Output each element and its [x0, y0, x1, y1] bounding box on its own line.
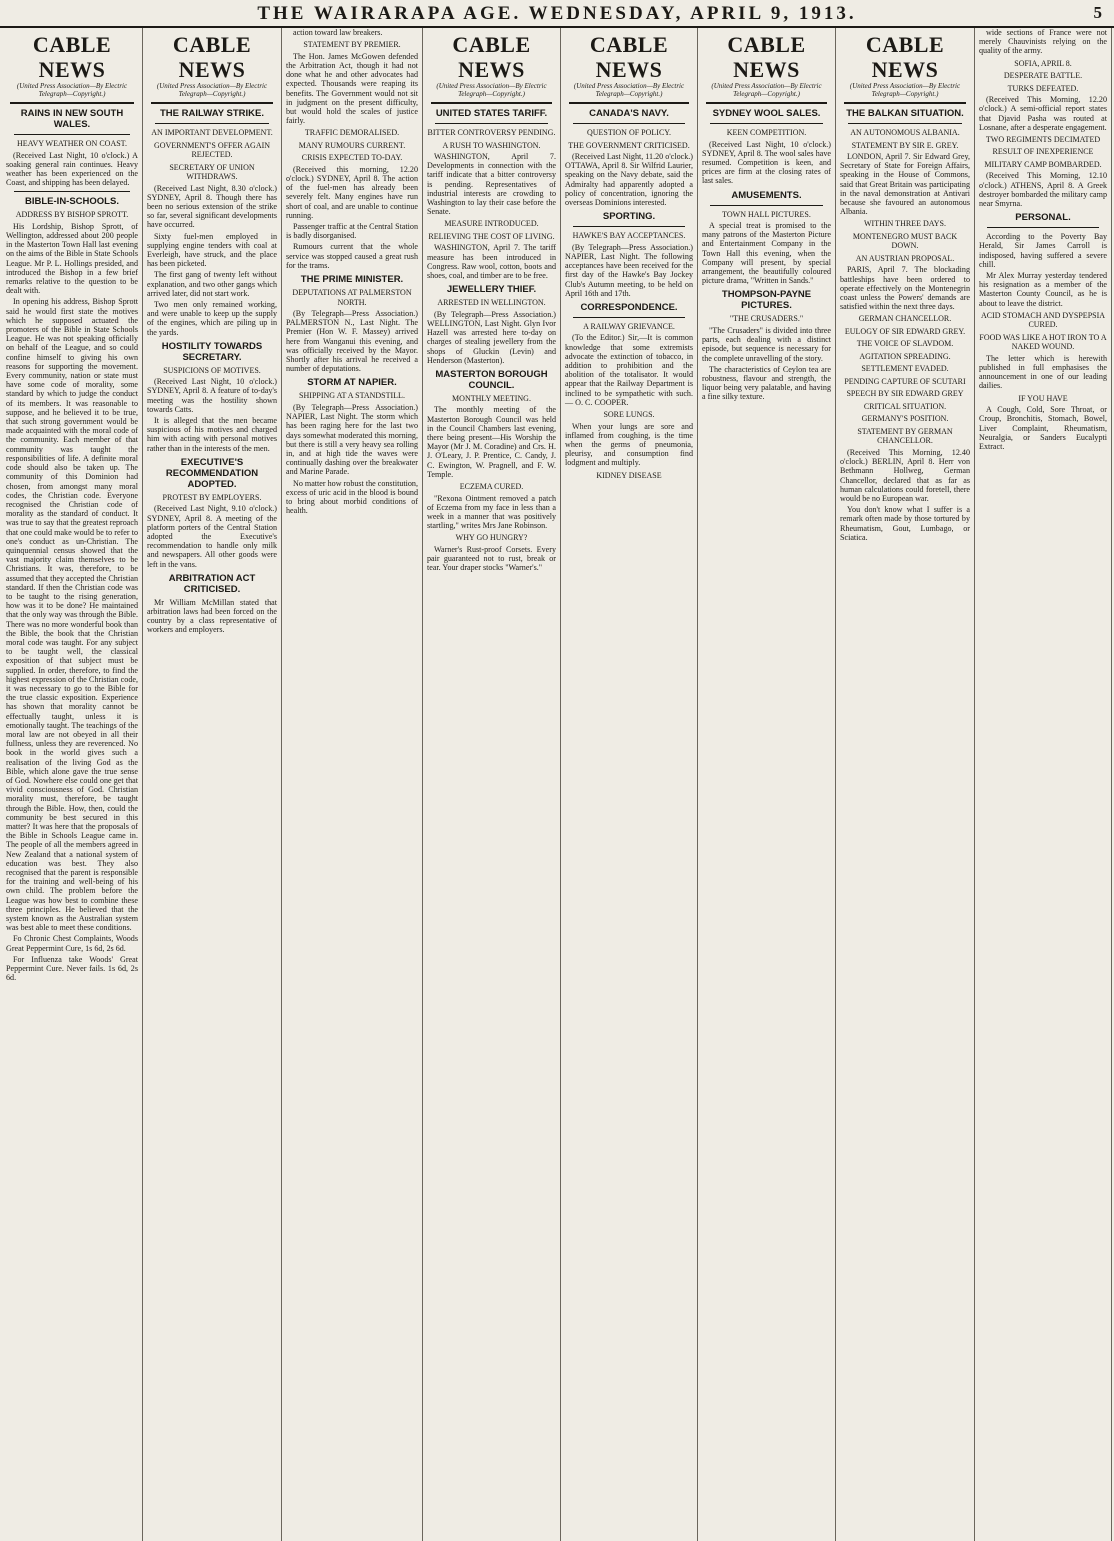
column-4	[423, 28, 561, 1541]
article-subhead: ACID STOMACH AND DYSPEPSIA CURED.	[980, 310, 1106, 330]
page-number: 5	[1093, 3, 1102, 22]
article-subhead: KIDNEY DISEASE	[596, 470, 662, 480]
article-headline: CORRESPONDENCE.	[580, 301, 678, 313]
article-headline: HOSTILITY TOWARDS SECRETARY.	[161, 340, 263, 363]
header-rule	[569, 102, 689, 104]
article-paragraph: According to the Poverty Bay Herald, Sir James Carroll is indisposed, having suffered a severe chill.	[979, 232, 1107, 269]
article-paragraph: Mr William McMillan stated that arbitration laws had been forced on the country by a class representative of workers and employers.	[147, 597, 277, 635]
article-subhead: MONTHLY MEETING.	[452, 393, 531, 403]
article-headline: THE RAILWAY STRIKE.	[160, 108, 264, 119]
divider-rule	[14, 134, 130, 135]
article-paragraph: Warner's Rust-proof Corsets. Every pair guaranteed not to rust, break or tear. Your draper stocks "Warner's."	[427, 544, 556, 573]
article-subhead: DESPERATE BATTLE.	[1003, 71, 1083, 81]
article-subhead: IF YOU HAVE	[1018, 393, 1068, 403]
article-paragraph: His Lordship, Bishop Sprott, of Wellington, addressed about 200 people in the Masterton Town Hall last evening on the aims of the Bible in State Schools League. Mr P. L. Hollings presided, and introduced the Bishop in a few brief remarks relative to the question to be dealt with.	[6, 221, 138, 296]
divider-rule	[155, 123, 269, 124]
article-paragraph: (Received This Morning, 12.10 o'clock.) ATHENS, April 8. A Greek destroyer bombarded the military camp near Smyrna.	[979, 171, 1107, 209]
article-paragraph: WASHINGTON, April 7. Developments in connection with the tariff indicate that a bitter controversy is pending. Representatives of industrial interests are crowding to Washington to lay their case before the Senate.	[427, 152, 556, 217]
article-subhead: GERMANY'S POSITION.	[861, 414, 949, 424]
article-subhead: SUSPICIONS OF MOTIVES.	[163, 365, 261, 375]
article-headline: THOMPSON-PAYNE PICTURES.	[721, 289, 812, 312]
article-paragraph: Passenger traffic at the Central Station is badly disorganised.	[286, 222, 418, 241]
divider-rule	[710, 123, 823, 124]
article-subhead: THE GOVERNMENT CRITICISED.	[568, 140, 690, 150]
article-paragraph: The first gang of twenty left without explanation, and two other gangs which arrived later, did not start work.	[147, 270, 277, 298]
wire-credit: (United Press Association—By Electric Telegraph—Copyright.)	[156, 82, 268, 98]
article-subhead: CRISIS EXPECTED TO-DAY.	[301, 153, 403, 163]
column-8	[975, 28, 1112, 1541]
article-headline: ARBITRATION ACT CRITICISED.	[168, 572, 256, 595]
article-headline: THE BALKAN SITUATION.	[846, 108, 964, 119]
article-paragraph: A Cough, Cold, Sore Throat, or Croup, Bronchitis, Stomach, Bowel, Liver Complaint, Rheumatism, Neuralgia, or Sanders Eucalypti Extract.	[979, 405, 1107, 451]
article-headline: STORM AT NAPIER.	[307, 377, 397, 389]
column-2	[143, 28, 282, 1541]
article-subhead: SOFIA, APRIL 8.	[1014, 58, 1072, 68]
article-paragraph: For Influenza take Woods' Great Peppermint Cure. Never fails. 1s 6d, 2s 6d.	[6, 954, 138, 983]
article-paragraph: LONDON, April 7. Sir Edward Grey, Secretary of State for Foreign Affairs, speaking in the House of Commons, said that Great Britain was participating in the naval demonstration at Antivari because she favoured an autonomous Albania.	[840, 152, 970, 217]
article-paragraph: The characteristics of Ceylon tea are robustness, flavour and strength, the liquor being very palatable, and having a fine silky texture.	[702, 364, 831, 402]
article-subhead: EULOGY OF SIR EDWARD GREY.	[844, 326, 966, 336]
article-subhead: CRITICAL SITUATION.	[863, 401, 947, 411]
wire-credit: (United Press Association—By Electric Telegraph—Copyright.)	[436, 82, 547, 98]
column-7	[836, 28, 975, 1541]
article-paragraph: Rumours current that the whole service was stopped caused a great rush for the trams.	[286, 242, 418, 270]
article-paragraph: Sixty fuel-men employed in supplying engine tenders with coal at Everleigh, have struck, and the place has been picketed.	[147, 231, 277, 269]
article-headline: EXECUTIVE'S RECOMMENDATION ADOPTED.	[165, 456, 259, 490]
article-paragraph: PARIS, April 7. The blockading battleships have been ordered to operate effectively on the Montenegrin coast unless the Powers' demands are satisfied within the next three days.	[840, 265, 970, 312]
article-paragraph: Two men only remained working, and were unable to keep up the supply of the engines, which are piling up in the yards.	[147, 299, 277, 337]
article-subhead: QUESTION OF POLICY.	[586, 128, 672, 137]
article-subhead: HAWKE'S BAY ACCEPTANCES.	[572, 231, 686, 241]
article-subhead: SORE LUNGS.	[603, 410, 655, 420]
article-subhead: GERMAN CHANCELLOR.	[858, 314, 952, 324]
article-subhead: MONTENEGRO MUST BACK DOWN.	[852, 231, 958, 251]
article-subhead: AN AUSTRIAN PROPOSAL.	[855, 253, 955, 263]
article-subhead: STATEMENT BY SIR E. GREY.	[851, 140, 959, 150]
article-headline: CANADA'S NAVY.	[589, 108, 669, 119]
article-paragraph: (Received Last Night, 10 o'clock.) SYDNEY, April 8. A feature of to-day's meeting was the hostility shown towards Catts.	[147, 377, 277, 414]
article-paragraph: (To the Editor.) Sir,—It is common knowledge that some extremists advocate the extinction of tobacco, in addition to prohibition and the abolition of the totalisator. It would appear that the Railway Department is inclined to be sympathetic with such. — O. C. COOPER.	[565, 333, 693, 407]
article-paragraph: wide sections of France were not merely Chauvinists relying on the quality of the army.	[979, 28, 1107, 56]
article-headline: RAINS IN NEW SOUTH WALES.	[20, 108, 124, 130]
wire-credit: (United Press Association—By Electric Telegraph—Copyright.)	[573, 82, 685, 98]
article-headline: SYDNEY WOOL SALES.	[712, 108, 821, 119]
article-paragraph: A special treat is promised to the many patrons of the Masterton Picture and Entertainment Company in the Town Hall this evening, when the Company will present, by special arrangement, the beautifully coloured picture drama, "Written in Sands."	[702, 221, 831, 286]
article-paragraph: (By Telegraph—Press Association.) PALMERSTON N., Last Night. The Premier (Hon W. F. Massey) arrived here from Wanganui this evening, and was officially received by the Mayor. Shortly after his arrival he received a number of deputations.	[286, 309, 418, 374]
columns-area	[0, 28, 1114, 1541]
article-paragraph: (Received Last Night, 9.10 o'clock.) SYDNEY, April 8. A meeting of the platform porters of the Central Station adopted the Executive's recommendation to handle only milk and newspapers. All other goods were left in the vans.	[147, 504, 277, 569]
article-paragraph: (Received Last Night, 11.20 o'clock.) OTTAWA, April 8. Sir Wilfrid Laurier, speaking on the Navy debate, said the Admiralty had apparently adopted a policy of concentration, ignoring the overseas Dominions interested.	[565, 152, 693, 208]
article-paragraph: WASHINGTON, April 7. The tariff measure has been introduced in Congress. Raw wool, cotton, boots and shoes, coal, and timber are to be free.	[427, 243, 556, 281]
article-subhead: TOWN HALL PICTURES.	[722, 209, 811, 219]
article-paragraph: (By Telegraph—Press Association.) WELLINGTON, Last Night. Glyn Ivor Hazell was arrested here to-day on charges of stealing jewellery from the shops of Gluckin (Levin) and Henderson (Masterton).	[427, 309, 556, 365]
article-subhead: KEEN COMPETITION.	[726, 128, 807, 137]
article-subhead: ECZEMA CURED.	[459, 482, 524, 492]
article-headline: SPORTING.	[602, 211, 656, 223]
article-subhead: AN IMPORTANT DEVELOPMENT.	[151, 128, 273, 137]
article-subhead: WITHIN THREE DAYS.	[864, 219, 946, 229]
article-paragraph: (Received Last Night, 10 o'clock.) SYDNEY, April 8. The wool sales have resumed. Competition is keen, and prices are firm at the closing rates of last sales.	[702, 139, 831, 186]
article-subhead: SHIPPING AT A STANDSTILL.	[299, 391, 405, 401]
divider-rule	[14, 191, 130, 192]
column-3	[282, 28, 423, 1541]
divider-rule	[710, 205, 823, 206]
section-header: CABLE NEWS	[32, 32, 112, 82]
article-subhead: SPEECH BY SIR EDWARD GREY	[846, 389, 964, 399]
divider-rule	[573, 317, 685, 318]
article-subhead: AN AUTONOMOUS ALBANIA.	[850, 128, 960, 137]
article-paragraph: (Received Last Night, 8.30 o'clock.) SYDNEY, April 8. Though there has been no serious extension of the strike so far, several significant developments have occurred.	[147, 183, 277, 230]
article-subhead: SECRETARY OF UNION WITHDRAWS.	[169, 162, 255, 181]
section-header: CABLE NEWS	[172, 32, 252, 82]
section-header: CABLE NEWS	[727, 32, 806, 82]
article-subhead: A RAILWAY GRIEVANCE.	[583, 321, 675, 331]
article-subhead: DEPUTATIONS AT PALMERSTON NORTH.	[292, 288, 412, 307]
header-rule	[706, 102, 827, 104]
article-paragraph: When your lungs are sore and inflamed from coughing, is the time when the germs of pneumonia, pleurisy, and consumption find lodgment and multiply.	[565, 421, 693, 468]
article-paragraph: The Hon. James McGowen defended the Arbitration Act, though it had not done what he and other advocates had expected. Thousands were reaping its benefits. The Government would not sit in judgment on the present difficulty, but would hold the scales of justice fairly.	[286, 51, 418, 126]
article-subhead: RELIEVING THE COST OF LIVING.	[428, 231, 555, 241]
article-headline: JEWELLERY THIEF.	[446, 284, 537, 296]
article-paragraph: (Received This Morning, 12.20 o'clock.) A semi-official report states that Djavid Pasha was routed at Losnane, after a desperate engagement.	[979, 95, 1107, 132]
masthead	[0, 0, 1114, 28]
column-1	[2, 28, 143, 1541]
masthead-title: THE WAIRARAPA AGE. WEDNESDAY, APRIL 9, 1913.	[257, 3, 857, 24]
article-headline: PERSONAL.	[1015, 212, 1071, 224]
divider-rule	[573, 123, 685, 124]
article-headline: BIBLE-IN-SCHOOLS.	[25, 196, 119, 208]
article-subhead: TWO REGIMENTS DECIMATED	[985, 134, 1101, 144]
article-paragraph: Fo Chronic Chest Complaints, Woods Great Peppermint Cure, 1s 6d, 2s 6d.	[6, 934, 138, 953]
divider-rule	[848, 123, 962, 124]
article-subhead: PROTEST BY EMPLOYERS.	[162, 492, 262, 502]
divider-rule	[987, 227, 1099, 228]
article-subhead: "THE CRUSADERS."	[729, 314, 804, 324]
article-subhead: FOOD WAS LIKE A HOT IRON TO A NAKED WOUND.	[979, 332, 1107, 352]
wire-credit: (United Press Association—By Electric Telegraph—Copyright.)	[849, 82, 961, 98]
article-paragraph: It is alleged that the men became suspicious of his motives and charged him with acting with personal motives rather than in the interests of the men.	[147, 416, 277, 453]
article-paragraph: You don't know what I suffer is a remark often made by those tortured by Rheumatism, Gout, Lumbago, or Sciatica.	[840, 505, 970, 542]
article-subhead: BITTER CONTROVERSY PENDING.	[427, 128, 556, 137]
article-headline: UNITED STATES TARIFF.	[435, 108, 548, 119]
section-header: CABLE NEWS	[865, 32, 945, 82]
wire-credit: (United Press Association—By Electric Telegraph—Copyright.)	[711, 82, 822, 98]
header-rule	[431, 102, 552, 104]
article-subhead: RESULT OF INEXPERIENCE	[992, 147, 1094, 157]
article-headline: MASTERTON BOROUGH COUNCIL.	[435, 368, 548, 391]
article-paragraph: (Received this morning, 12.20 o'clock.) SYDNEY, April 8. The action of the fuel-men has already been severely felt. Many engines have run short of coal, and are unable to continue running.	[286, 164, 418, 220]
article-subhead: SETTLEMENT EVADED.	[861, 364, 949, 374]
article-subhead: TRAFFIC DEMORALISED.	[304, 128, 400, 138]
article-subhead: MEASURE INTRODUCED.	[444, 219, 539, 229]
article-paragraph: action toward law breakers.	[293, 28, 383, 37]
article-paragraph: No matter how robust the constitution, excess of uric acid in the blood is bound to bring about morbid conditions of health.	[286, 478, 418, 516]
article-paragraph: (By Telegraph—Press Association.) NAPIER, Last Night. The storm which has been raging here for the last two days somewhat moderated this morning, but there is still a very heavy sea rolling in, and at high tide the waves were continually dashing over the breakwater and Marine Parade.	[286, 402, 418, 477]
article-subhead: A RUSH TO WASHINGTON.	[442, 140, 541, 150]
article-paragraph: Mr Alex Murray yesterday tendered his resignation as a member of the Masterton County Council, as he is about to leave the district.	[979, 271, 1107, 308]
article-subhead: MANY RUMOURS CURRENT.	[298, 140, 406, 150]
section-header: CABLE NEWS	[589, 32, 669, 82]
article-subhead: THE VOICE OF SLAVDOM.	[856, 339, 954, 349]
article-subhead: STATEMENT BY GERMAN CHANCELLOR.	[857, 426, 953, 446]
article-subhead: WHY GO HUNGRY?	[455, 533, 528, 543]
article-headline: THE PRIME MINISTER.	[300, 274, 404, 286]
article-subhead: TURKS DEFEATED.	[1007, 83, 1079, 93]
divider-rule	[573, 226, 685, 227]
article-paragraph: The monthly meeting of the Masterton Borough Council was held in the Council Chambers last evening, there being present—His Worship the Mayor (Mr J. M. Coradine) and Crs. H. J. O'Leary, J. P. Prentice, C. Candy, J. C. Ewington, W. Pragnell, and F. W. Temple.	[427, 405, 556, 479]
column-6	[698, 28, 836, 1541]
article-subhead: GOVERNMENT'S OFFER AGAIN REJECTED.	[153, 140, 271, 159]
article-paragraph: "The Crusaders" is divided into three parts, each dealing with a distinct episode, but sequence is necessary for the complete unravelling of the story.	[702, 325, 831, 363]
header-rule	[151, 102, 273, 104]
header-rule	[844, 102, 966, 104]
article-paragraph: (Received This Morning, 12.40 o'clock.) BERLIN, April 8. Herr von Bethmann Hollweg, German Chancellor, declared that as far as human calculations could foretell, there would be no European war.	[840, 447, 970, 503]
article-subhead: ADDRESS BY BISHOP SPROTT.	[15, 210, 129, 220]
article-subhead: PENDING CAPTURE OF SCUTARI	[844, 376, 966, 386]
wire-credit: (United Press Association—By Electric Telegraph—Copyright.)	[16, 82, 128, 98]
article-paragraph: "Rexona Ointment removed a patch of Eczema from my face in less than a week in a manner that was positively startling," writes Mrs Jane Robinson.	[427, 493, 556, 531]
article-headline: AMUSEMENTS.	[731, 189, 802, 201]
article-paragraph: (By Telegraph—Press Association.) NAPIER, Last Night. The following acceptances have been received for the first day of the Hawke's Bay Jockey Club's Autumn meeting, to be held on April 16th and 17th.	[565, 242, 693, 298]
article-subhead: AGITATION SPREADING.	[859, 351, 951, 361]
section-header: CABLE NEWS	[452, 32, 531, 82]
article-paragraph: In opening his address, Bishop Sprott said he would first state the motives which he supposed actuated the promoters of the Bible in State Schools League. He was not speaking officially on behalf of the League, and so could confine himself to giving his own reasons for supporting the movement. Every community, nation or state must have some code of morality, some standard by which to judge the conduct of its members. It was reasonable to suppose, and he believed it to be true, that such strong government would be made acquainted with the moral code of the community. Each member of that community was taught the responsibilities of life. A definite moral code should also be taken up. The community of this Dominion had chosen, from amongst many moral codes, the Christian code. Everyone recognised the Christian code of morality as the standard of conduct. It was true to say that the greatest reproach that one could make would be to refer to one's conduct as un-Christian. The quinquennial census showed that the vast majority claim themselves to be Christians. It was, therefore, to be assumed that they accepted the Christian standard. If then the Christian code was to be taught to the rising generation, how was it to be done? He maintained that the only way was through the Bible. There was no more wonderful book than the Bible, the book that the Christian moral code was taught. For any subject to be taught well, the classical exposition of that subject must be supplied. In order, therefore, to find the highest expression of the Christian code, it was necessary to go to the Bible for the true classic exposition. Experience has shown that morality cannot be effectually taught, unless it is emotionally taught. The teachings of the moral law are not obeyed in all their fullness, unless they are reverenced. No book in the world gives such a realisation of the living God as the Bible, which alone gave the true sense of God. Nowhere else could one get that vivid consciousness of God. Christian morality must, therefore, be taught through the Bible. How, then, could the community be best secured in this matter? It was here that the proposals of the Bible in Schools League came in. The people of all the members agreed in New Zealand that a national system of education was best. They also recognised that the parent is responsible for the training and well-being of his own child. The problem before the League was how best to combine these three principles. He believed that the system known as the Australian system was best able to meet these conditions.	[6, 297, 138, 933]
article-subhead: STATEMENT BY PREMIER.	[303, 40, 401, 50]
article-subhead: HEAVY WEATHER ON COAST.	[17, 139, 127, 148]
article-paragraph: The letter which is herewith published in full emphasises the announcement in one of our leading dailies.	[979, 353, 1107, 391]
divider-rule	[435, 123, 548, 124]
column-5	[561, 28, 698, 1541]
article-subhead: ARRESTED IN WELLINGTON.	[437, 298, 546, 308]
article-subhead: MILITARY CAMP BOMBARDED.	[984, 159, 1102, 169]
article-paragraph: (Received Last Night, 10 o'clock.) A soaking general rain continues. Heavy weather has been experienced on the Coast, and shipping has been delayed.	[6, 150, 138, 188]
header-rule	[10, 102, 134, 104]
